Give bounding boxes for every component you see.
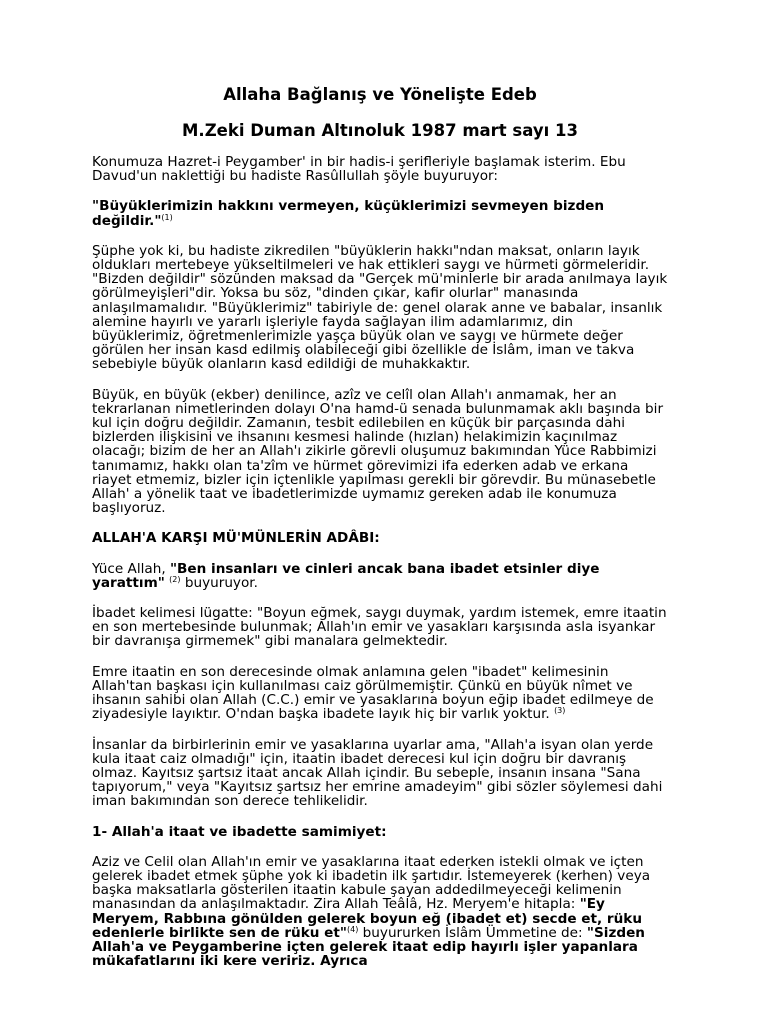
meryem-quote: "Ey Meryem, Rabbına gönülden gelerek boyun eğ (ibadet et) secde et, rüku edenlerle birlikte sen de rüku et" xyxy=(92,896,642,941)
section-heading-adab-text: ALLAH'A KARŞI MÜ'MÜNLERİN ADÂBI: xyxy=(92,530,380,547)
ayah-outro: buyuruyor. xyxy=(180,574,258,591)
paragraph-ayah xyxy=(92,562,668,590)
footnote-ref-1: (1) xyxy=(161,212,173,222)
paragraph-sincerity xyxy=(92,855,668,969)
paragraph-obedience: İnsanlar da birbirlerinin emir ve yasaklarına uyarlar ama, "Allah'a isyan olan yerde kula itaat caiz olmadığı" için, itaatin ibadet derecesi kul için doğru bir davranış olmaz. Kayıtsız şartsız itaat ancak Allah içindir. Bu sebeple, insanın insana "Sana tapıyorum," veya "Kayıtsız şartsız her emrine amadeyim" gibi sözler söylemesi dahi iman bakımından son derece tehlikelidir. xyxy=(92,736,663,810)
section-heading-adab xyxy=(92,531,668,545)
section-heading-sincerity xyxy=(92,825,668,839)
paragraph-explanation: Şüphe yok ki, bu hadiste zikredilen "büyüklerin hakkı"ndan maksat, onların layık oldukları mertebeye yükseltilmeleri ve hak ettikleri saygı ve hürmeti görmeleridir. "Bizden değildir" sözünden maksad da "Gerçek mü'minlerle bir arada anılmaya layık görülmeyişleri"dir. Yoksa bu söz, "dinden çıkar, kafir olurlar" manasında anlaşılmamalıdır. "Büyüklerimiz" tabiriyle de: genel olarak anne ve babalar, insanlık alemine hayırlı ve yararlı işleriyle fayda sağlayan ilim adamlarımız, din büyüklerimiz, öğretmenlerimizle yaşça büyük olan ve saygı ve hürmete değer görülen her insan kasd edilmiş olabileceği gibi özellikle de İslâm, iman ve takva sebebiyle büyük olanların kasd edildiği de muhakkaktır. xyxy=(92,242,668,373)
paragraph-ibadet-definition: İbadet kelimesi lügatte: "Boyun eğmek, saygı duymak, yardım istemek, emre itaatin en son mertebesinde bulunmak; Allah'ın emir ve yasakları karşısında asla isyankar bir davranışa girmemek" gibi manalara gelmektedir. xyxy=(92,605,667,650)
sincerity-text-a: Aziz ve Celil olan Allah'ın emir ve yasaklarına itaat ederken istekli olmak ve içten gelerek ibadet etmek şüphe yok ki ibadetin ilk şartıdır. İstemeyerek (kerhen) veya başka maksatlarla gösterilen itaatin kabule şayan addedilmeyeceği kelimenin manasından da anlaşılmaktadır. Zira Allah Teâlâ, Hz. Meryem'e hitapla: xyxy=(92,853,651,913)
footnote-ref-4: (4) xyxy=(346,924,359,934)
footnote-ref-3: (3) xyxy=(554,706,566,716)
paragraph-ibadet-allah xyxy=(92,665,668,722)
ayah-intro: Yüce Allah, xyxy=(92,560,170,577)
ibadet-allah-text: Emre itaatin en son derecesinde olmak anlamına gelen "ibadet" kelimesinin Allah'tan başkası için kullanılması caiz görülmemiştir. Çünkü en büyük nîmet ve ihsanın sahibi olan Allah (C.C.) emir ve yasaklarına boyun eğip ibadet edilmeye de ziyadesiyle layıktır. O'ndan başka ibadete layık hiç bir varlık yoktur. xyxy=(92,663,654,723)
ummah-quote: "Sizden Allah'a ve Peygamberine içten gelerek itaat edip hayırlı işler yapanlara mükafatlarını iki kere veririz. Ayrıca xyxy=(92,924,645,970)
sincerity-text-b: buyururken İslâm Ümmetine de: xyxy=(358,924,587,941)
section-heading-sincerity-text: 1- Allah'a itaat ve ibadette samimiyet: xyxy=(92,823,387,840)
document-title: Allaha Bağlanış ve Yönelişte Edeb xyxy=(223,85,537,104)
hadith-quote: "Büyüklerimizin hakkını vermeyen, küçüklerimizi sevmeyen bizden değildir." xyxy=(92,198,605,229)
paragraph-greatness: Büyük, en büyük (ekber) denilince, azîz ve celîl olan Allah'ı anmamak, her an tekrarlanan nimetlerinden dolayı O'na hamd-ü senada bulunmamak aklı başında bir kul için doğru değildir. Zamanın, tesbit edilebilen en küçük bir parçasında dahi bizlerden ilişkisini ve ihsanını kesmesi halinde (hızlan) helakimizin kaçınılmaz olacağı; bizim de her an Allah'ı zikirle görevli oluşumuz bakımından Yüce Rabbimizi tanımamız, hakkı olan ta'zîm ve hürmet görevimizi ifa ederken adab ve erkana riayet etmemiz, bizler için içtenlikle yapılması gerekli bir görevdir. Bu münasebetle Allah' a yönelik taat ve ibadetlerimizde uymamız gereken adab ile konumuza başlıyoruz. xyxy=(92,386,664,517)
ayah-quote: "Ben insanları ve cinleri ancak bana ibadet etsinler diye yarattım" xyxy=(92,560,600,591)
document-subtitle: M.Zeki Duman Altınoluk 1987 mart sayı 13 xyxy=(182,121,578,140)
footnote-ref-2: (2) xyxy=(169,574,181,584)
paragraph-intro: Konumuza Hazret-i Peygamber' in bir hadis-i şerifleriyle başlamak isterim. Ebu Davud'un naklettiği bu hadiste Rasûllullah şöyle buyuruyor: xyxy=(92,154,626,185)
paragraph-hadith xyxy=(92,199,668,227)
